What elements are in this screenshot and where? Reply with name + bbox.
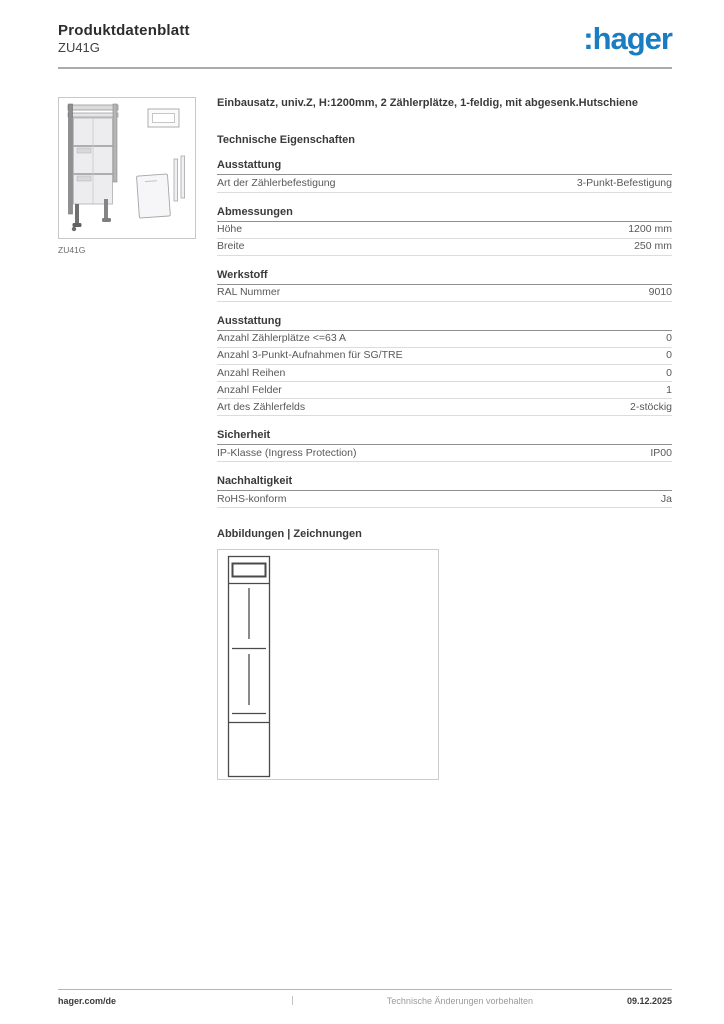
spec-label: RAL Nummer <box>217 286 281 299</box>
spec-value: Ja <box>660 492 672 505</box>
spec-section-title: Werkstoff <box>217 269 672 285</box>
spec-label: Anzahl Reihen <box>217 366 286 379</box>
spec-row <box>217 365 672 382</box>
spec-section-title: Abmessungen <box>217 206 672 222</box>
spec-section <box>217 475 672 508</box>
main-content <box>58 97 672 780</box>
spec-row <box>217 445 672 462</box>
page-footer <box>58 989 672 1007</box>
spec-label: Art des Zählerfelds <box>217 400 306 413</box>
footer-website-link[interactable]: hager.com/de <box>58 996 117 1006</box>
spec-label: Höhe <box>217 223 243 236</box>
page-header <box>58 22 672 56</box>
spec-row <box>217 382 672 399</box>
spec-label: Breite <box>217 240 245 253</box>
spec-label: Art der Zählerbefestigung <box>217 176 336 189</box>
spec-label: RoHS-konform <box>217 492 287 505</box>
product-description: Einbausatz, univ.Z, H:1200mm, 2 Zählerplätze, 1-feldig, mit abgesenk.Hutschiene <box>217 97 638 110</box>
spec-row <box>217 348 672 365</box>
spec-section <box>217 159 672 192</box>
spec-row <box>217 285 672 302</box>
technical-drawing <box>217 549 439 780</box>
spec-label: IP-Klasse (Ingress Protection) <box>217 446 357 459</box>
product-photo-drawing <box>62 101 192 235</box>
product-image <box>58 97 196 239</box>
spec-value: 1 <box>666 383 672 396</box>
spec-value: 1200 mm <box>628 223 672 236</box>
spec-value: 250 mm <box>634 240 672 253</box>
spec-section <box>217 315 672 416</box>
product-code: ZU41G <box>58 40 100 56</box>
dimension-drawing <box>218 550 438 779</box>
drawings-title: Abbildungen | Zeichnungen <box>217 528 362 541</box>
footer-notice: Technische Änderungen vorbehalten <box>386 996 534 1006</box>
doc-type-title: Produktdatenblatt <box>58 22 190 39</box>
specs-title: Technische Eigenschaften <box>217 134 355 147</box>
spec-row <box>217 175 672 192</box>
hager-logo: :hager <box>583 21 672 56</box>
spec-section-title: Ausstattung <box>217 315 672 331</box>
spec-row <box>217 491 672 508</box>
spec-section-title: Ausstattung <box>217 159 672 175</box>
spec-sections <box>217 159 672 508</box>
footer-date: 09.12.2025 <box>626 996 672 1006</box>
spec-row <box>217 399 672 416</box>
spec-label: Anzahl 3-Punkt-Aufnahmen für SG/TRE <box>217 349 403 362</box>
spec-row <box>217 331 672 348</box>
product-image-caption: ZU41G <box>58 245 86 256</box>
spec-value: 9010 <box>648 286 672 299</box>
spec-label: Anzahl Zählerplätze <=63 A <box>217 332 347 345</box>
spec-row <box>217 222 672 239</box>
spec-value: 0 <box>666 332 672 345</box>
product-image-column <box>58 97 196 780</box>
spec-value: 2-stöckig <box>629 400 672 413</box>
spec-value: 0 <box>666 349 672 362</box>
spec-row <box>217 239 672 256</box>
header-divider <box>58 67 672 69</box>
spec-value: IP00 <box>650 446 672 459</box>
spec-label: Anzahl Felder <box>217 383 282 396</box>
specs-column <box>217 97 672 780</box>
spec-value: 0 <box>666 366 672 379</box>
spec-value: 3-Punkt-Befestigung <box>576 176 672 189</box>
spec-section <box>217 269 672 302</box>
spec-section <box>217 206 672 256</box>
spec-section-title: Sicherheit <box>217 429 672 445</box>
spec-section <box>217 429 672 462</box>
spec-section-title: Nachhaltigkeit <box>217 475 672 491</box>
header-titles <box>58 22 190 56</box>
